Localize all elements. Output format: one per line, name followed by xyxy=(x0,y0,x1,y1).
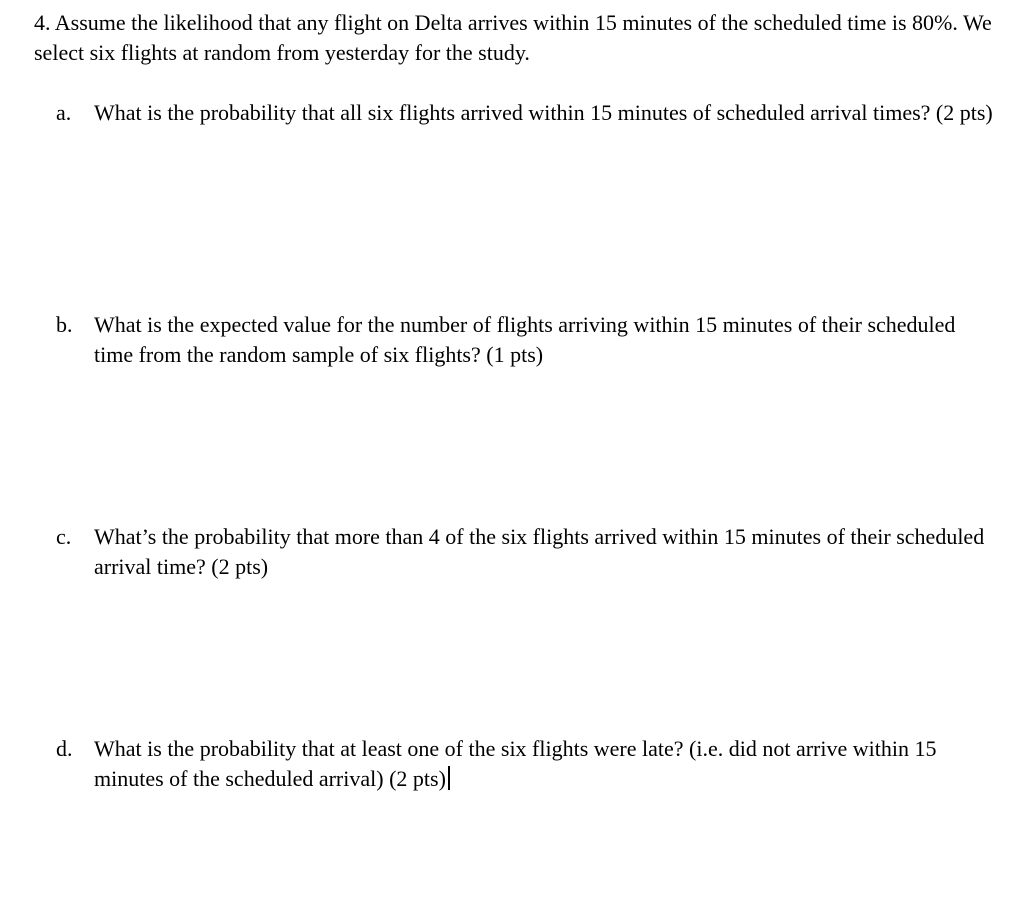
subquestion-a xyxy=(56,98,996,128)
subquestion-c xyxy=(56,522,996,582)
text-cursor xyxy=(448,766,450,790)
question-intro: 4. Assume the likelihood that any flight on Delta arrives within 15 minutes of the scheduled time is 80%. We select six flights at random from yesterday for the study. xyxy=(34,10,992,65)
subquestion-text: What’s the probability that more than 4 of the six flights arrived within 15 minutes of their scheduled arrival time? (2 pts) xyxy=(94,524,985,579)
subquestion-text: What is the probability that at least one of the six flights were late? (i.e. did not arrive within 15 minutes of the scheduled arrival) (2 pts) xyxy=(94,736,937,791)
subquestion-text: What is the expected value for the number of flights arriving within 15 minutes of their scheduled time from the random sample of six flights? (1 pts) xyxy=(94,312,956,367)
subquestion-letter: a. xyxy=(56,100,72,125)
subquestion-letter: c. xyxy=(56,524,72,549)
subquestion-text-editable[interactable] xyxy=(94,734,996,794)
subquestion-letter: b. xyxy=(56,312,73,337)
subquestion-letter: d. xyxy=(56,736,73,761)
subquestion-text: What is the probability that all six flights arrived within 15 minutes of scheduled arrival times? (2 pts) xyxy=(94,100,993,125)
subquestion-d[interactable] xyxy=(56,734,996,794)
subquestion-b xyxy=(56,310,996,370)
